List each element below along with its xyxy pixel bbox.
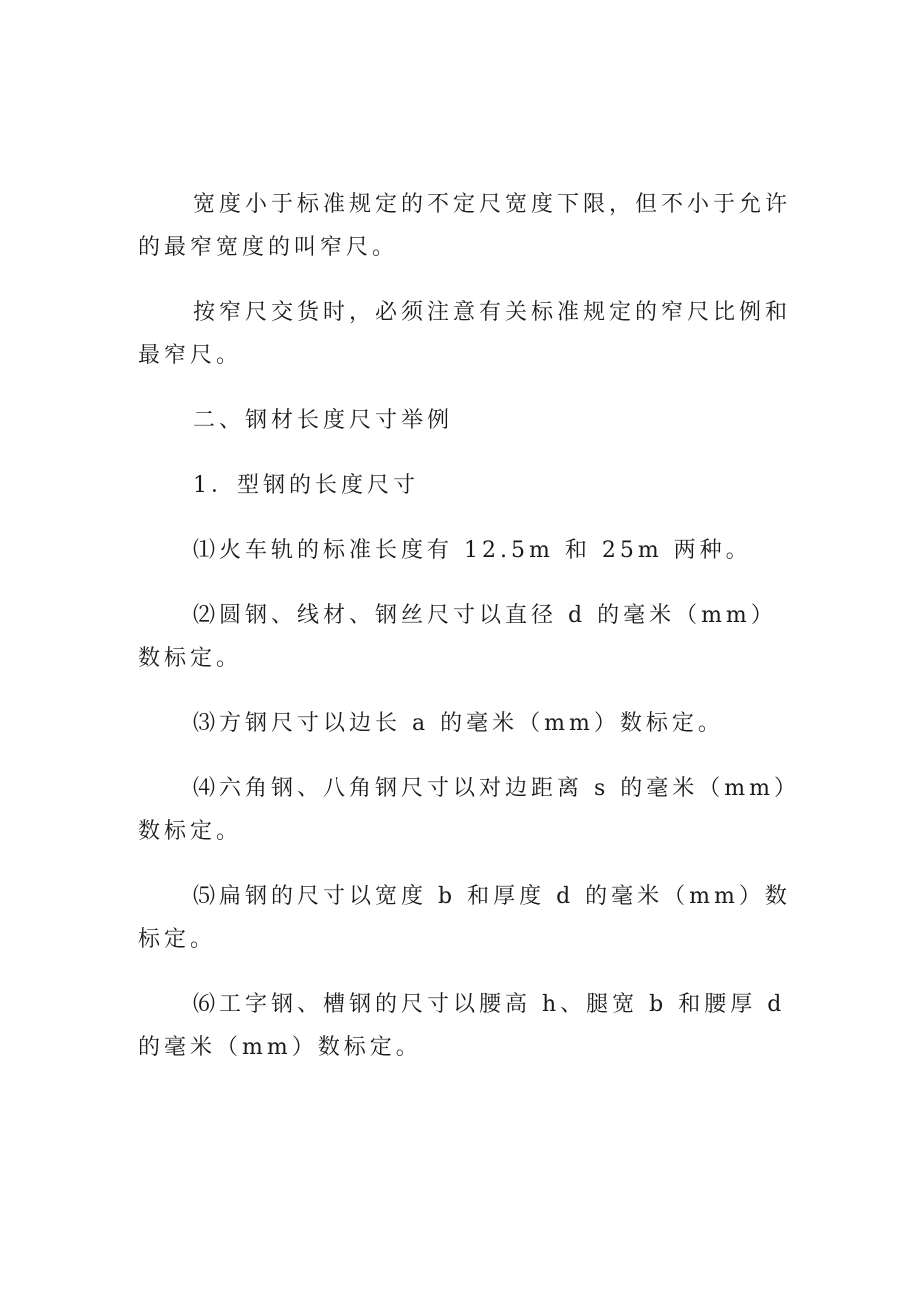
- paragraph-narrow-width-delivery: 按窄尺交货时，必须注意有关标准规定的窄尺比例和最窄尺。: [138, 300, 792, 368]
- list-item-rail: ⑴火车轨的标准长度有 12.5m 和 25m 两种。: [193, 538, 752, 563]
- section-heading-length-examples: 二、钢材长度尺寸举例: [193, 408, 454, 433]
- list-item-round-steel: ⑵圆钢、线材、钢丝尺寸以直径 d 的毫米（mm）数标定。: [138, 603, 777, 671]
- document-body: [138, 183, 798, 1069]
- list-item-flat-steel: ⑸扁钢的尺寸以宽度 b 和厚度 d 的毫米（mm）数标定。: [138, 884, 791, 952]
- subsection-heading-section-steel: 1．型钢的长度尺寸: [193, 473, 419, 498]
- list-item-square-steel: ⑶方钢尺寸以边长 a 的毫米（mm）数标定。: [193, 711, 724, 736]
- paragraph-narrow-width-definition: 宽度小于标准规定的不定尺宽度下限，但不小于允许的最窄宽度的叫窄尺。: [138, 192, 792, 260]
- list-item-hexagonal-steel: ⑷六角钢、八角钢尺寸以对边距离 s 的毫米（mm）数标定。: [138, 776, 790, 844]
- list-item-i-beam-channel: ⑹工字钢、槽钢的尺寸以腰高 h、腿宽 b 和腰厚 d 的毫米（mm）数标定。: [138, 992, 786, 1060]
